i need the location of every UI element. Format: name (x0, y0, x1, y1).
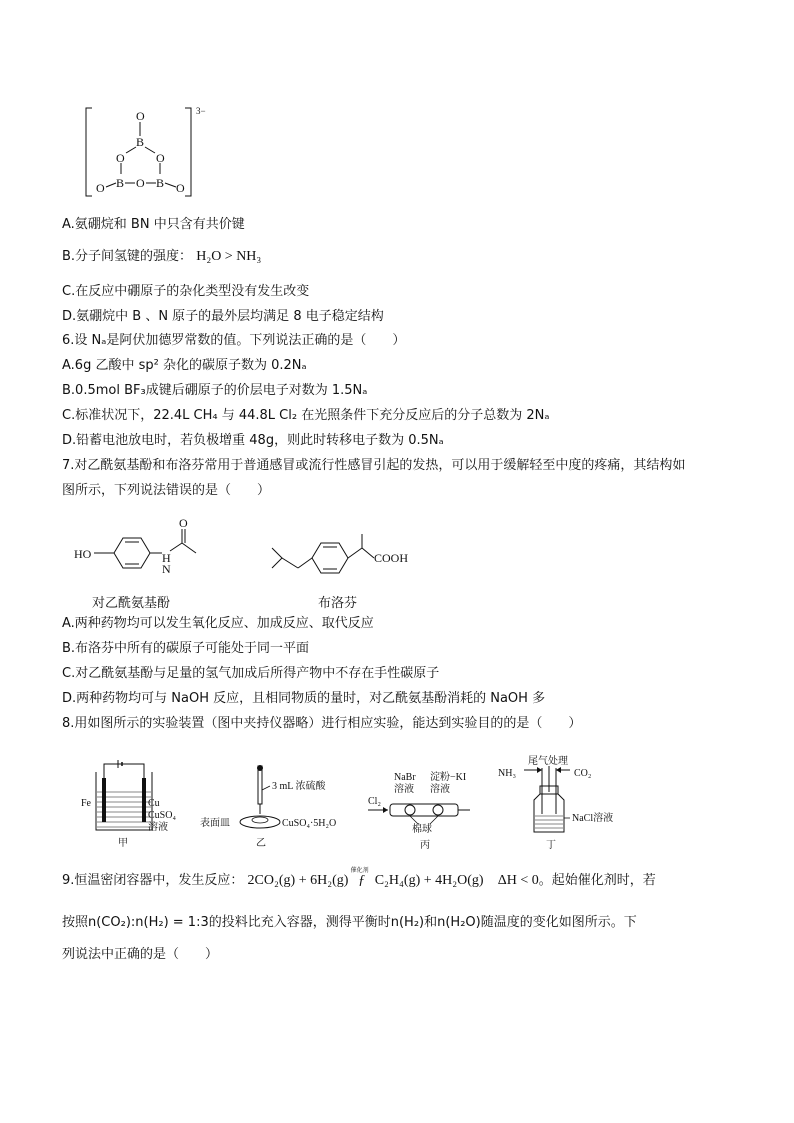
q5-option-c: C.在反应中硼原子的杂化类型没有发生改变 (62, 284, 310, 299)
q9-suffix: 。起始催化剂时，若 (538, 873, 656, 888)
q9-products: C₂H₄(g) + 4H₂O(g) (374, 873, 484, 888)
atom-b-right: B (156, 176, 165, 190)
tail-gas-label: 尾气处理 (528, 756, 568, 767)
charge-label: 3− (196, 106, 206, 116)
equilibrium-arrow: ƒ (358, 873, 366, 888)
atom-o-bottom: O (136, 176, 145, 190)
cotton-label: 棉球 (412, 824, 432, 835)
o-atom-label: O (179, 516, 188, 530)
jia-solution-label: 溶液 (148, 822, 168, 833)
ho-group-label: HO (74, 547, 92, 561)
jia-caption: 甲 (118, 838, 128, 849)
starch-ki-solution-label: 溶液 (430, 784, 450, 795)
yi-caption: 乙 (256, 838, 266, 849)
nacl-solution-label: NaCl溶液 (572, 813, 614, 824)
q7-option-a: A.两种药物均可以发生氧化反应、加成反应、取代反应 (62, 616, 374, 631)
atom-b-top: B (136, 135, 145, 149)
borate-ion-structure (82, 100, 212, 202)
q7-stem-line1: 7.对乙酰氨基酚和布洛芬常用于普通感冒或流行性感冒引起的发热，可以用于缓解轻至中度的疼痛，其结构如 (62, 458, 686, 473)
apparatus-bing (366, 770, 476, 852)
cooh-group-label: COOH (374, 551, 409, 565)
q5-option-b (62, 248, 261, 266)
apparatus-ding (494, 754, 634, 852)
ibuprofen-structure (268, 520, 428, 580)
watch-glass-label: 表面皿 (200, 818, 230, 829)
q5-option-b-text: B.分子间氢键的强度： (62, 249, 193, 264)
q6-option-b: B.0.5mol BF₃成键后硼原子的价层电子对数为 1.5Nₐ (62, 383, 368, 398)
q6-option-d: D.铅蓄电池放电时，若负极增重 48g，则此时转移电子数为 0.5Nₐ (62, 433, 444, 448)
co2-inlet-label: CO₂ (574, 768, 592, 779)
sulfuric-acid-label: 3 mL 浓硫酸 (272, 781, 326, 792)
q6-option-c: C.标准状况下，22.4L CH₄ 与 44.8L Cl₂ 在光照条件下充分反应后的分子总数为 2Nₐ (62, 408, 550, 423)
q9-stem-line3: 列说法中正确的是（ ） (62, 947, 219, 962)
q5-option-a: A.氨硼烷和 BN 中只含有共价键 (62, 217, 245, 232)
q6-stem: 6.设 Nₐ是阿伏加德罗常数的值。下列说法正确的是（ ） (62, 333, 406, 348)
nabr-solution-label: 溶液 (394, 784, 414, 795)
ding-caption: 丁 (546, 840, 556, 851)
q9-stem-line2: 按照n(CO₂):n(H₂) = 1:3的投料比充入容器，测得平衡时n(H₂)和n(H₂O)随温度的变化如图所示。下 (62, 915, 637, 930)
q7-option-d: D.两种药物均可与 NaOH 反应，且相同物质的量时，对乙酰氨基酚消耗的 NaOH 多 (62, 691, 546, 706)
ibuprofen-caption: 布洛芬 (318, 596, 358, 611)
q7-option-c: C.对乙酰氨基酚与足量的氢气加成后所得产物中不存在手性碳原子 (62, 666, 440, 681)
n-atom-label: N (162, 562, 171, 576)
apparatus-jia (78, 760, 188, 852)
q9-reactants: 2CO₂(g) + 6H₂(g) (247, 873, 349, 888)
atom-b-left: B (116, 176, 125, 190)
acetaminophen-structure (70, 515, 220, 580)
acetaminophen-caption: 对乙酰氨基酚 (92, 596, 171, 611)
cuso4-5h2o-label: CuSO₄·5H₂O (282, 818, 337, 829)
h-atom-label: H (162, 551, 171, 565)
q5-option-d: D.氨硼烷中 B 、N 原子的最外层均满足 8 电子稳定结构 (62, 309, 384, 324)
cu-electrode-label: Cu (148, 798, 160, 809)
atom-o-right: O (156, 151, 165, 165)
nabr-label: NaBr (394, 772, 416, 783)
starch-ki-label: 淀粉−KI (430, 772, 467, 783)
q9-enthalpy: ΔH < 0 (497, 873, 539, 888)
bing-caption: 丙 (420, 840, 430, 851)
q8-stem: 8.用如图所示的实验装置（图中夹持仪器略）进行相应实验，能达到实验目的的是（ ） (62, 716, 582, 731)
q6-option-a: A.6g 乙酸中 sp² 杂化的碳原子数为 0.2Nₐ (62, 358, 307, 373)
atom-o-top: O (136, 109, 145, 123)
apparatus-yi (198, 760, 358, 852)
atom-o-outer-left: O (96, 181, 105, 195)
atom-o-outer-right: O (176, 181, 185, 195)
q7-stem-line2: 图所示，下列说法错误的是（ ） (62, 483, 271, 498)
q9-prefix: 9.恒温密闭容器中，发生反应： (62, 873, 244, 888)
nh3-inlet-label: NH₃ (498, 768, 516, 779)
catalyst-label: 催化剂 (350, 867, 369, 874)
fe-electrode-label: Fe (81, 798, 91, 809)
q9-reaction-arrow (350, 867, 371, 890)
q9-stem-line1 (62, 867, 656, 890)
q7-option-b: B.布洛芬中所有的碳原子可能处于同一平面 (62, 641, 310, 656)
atom-o-left: O (116, 151, 125, 165)
cuso4-label: CuSO₄ (148, 810, 176, 821)
cl2-inlet-label: Cl₂ (368, 796, 381, 807)
q5-option-b-formula: H₂O > NH₃ (196, 249, 262, 264)
